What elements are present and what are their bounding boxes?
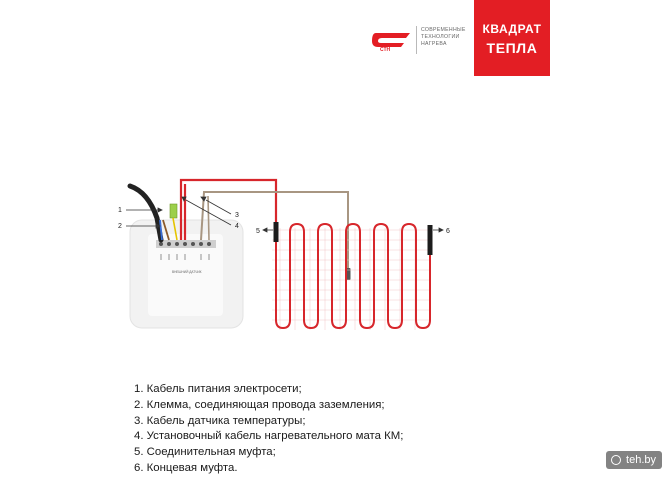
legend-item: 3. Кабель датчика температуры;: [134, 414, 306, 427]
tagline-line-3: НАГРЕВА: [421, 41, 447, 47]
legend-item: 4. Установочный кабель нагревательного мата КМ;: [134, 430, 404, 443]
callout-6: 6: [446, 228, 450, 235]
callout-3: 3: [235, 212, 239, 219]
ground-clamp: [170, 204, 177, 218]
cth-logo-text: СТН: [380, 47, 391, 52]
sensor-cable-2: [208, 196, 209, 240]
legend-item: 2. Клемма, соединяющая провода заземления;: [134, 398, 385, 411]
legend-list: [134, 382, 403, 477]
watermark-icon: [611, 455, 621, 465]
callout-2: 2: [118, 223, 122, 230]
callout-1: 1: [118, 207, 122, 214]
callout-4: 4: [235, 223, 239, 230]
thermostat-label: ВНЕШНИЙ ДАТЧИК: [172, 270, 202, 274]
logo-divider: [416, 26, 417, 54]
watermark-text: teh.by: [626, 454, 656, 466]
end-coupling: [428, 225, 433, 255]
legend-item: 1. Кабель питания электросети;: [134, 383, 302, 395]
brand-line-2: ТЕПЛА: [486, 40, 538, 56]
header: [0, 0, 670, 80]
heating-cable: [276, 224, 430, 328]
watermark: [606, 451, 662, 469]
tagline-line-1: СОВРЕМЕННЫЕ: [421, 27, 466, 33]
heating-mat-mesh: [272, 228, 430, 330]
cth-tagline: [421, 27, 481, 48]
thermostat: [130, 220, 243, 328]
legend-item: 5. Соединительная муфта;: [134, 446, 276, 459]
tagline-line-2: ТЕХНОЛОГИИ: [421, 34, 460, 40]
connection-coupling: [274, 222, 279, 242]
brand-box: [474, 0, 550, 76]
callout-5: 5: [256, 228, 260, 235]
cth-logo: [370, 28, 412, 52]
wiring-diagram: [100, 170, 460, 340]
legend-item: 6. Концевая муфта.: [134, 461, 238, 474]
brand-line-1: КВАДРАТ: [482, 22, 542, 36]
